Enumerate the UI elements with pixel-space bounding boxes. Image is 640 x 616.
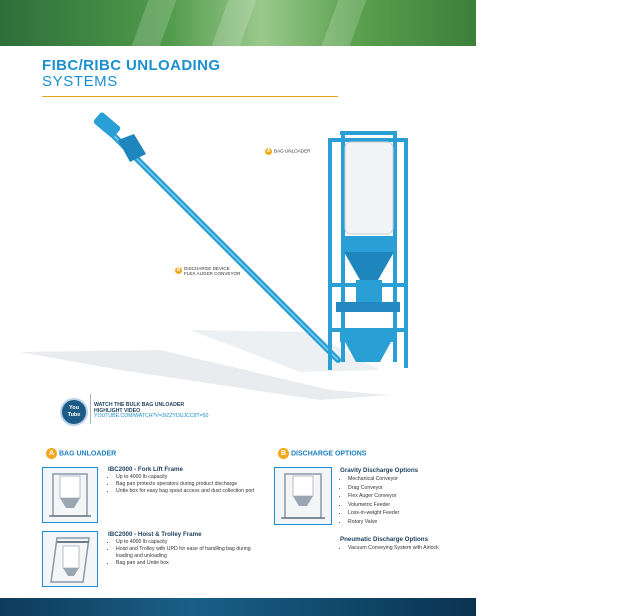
base-box [340, 330, 396, 342]
callout-badge-b: B [176, 267, 181, 273]
product-2-bullet: • Bag pan and Untie box [116, 560, 258, 567]
product-fork-lift-frame [108, 466, 258, 495]
pneumatic-option: • Vacuum Conveying System with Airlock [348, 544, 470, 553]
video-title-line2: HIGHLIGHT VIDEO [94, 407, 141, 414]
auger-motor [93, 111, 122, 138]
pneumatic-title: Pneumatic Discharge Options [340, 536, 429, 543]
gravity-title: Gravity Discharge Options [340, 467, 419, 474]
product-1-name: IBC2000 - Fork Lift Frame [108, 466, 183, 473]
section-a-title: BAG UNLOADER [59, 450, 117, 458]
gravity-option: • Rotary Valve [348, 518, 470, 527]
hopper-cone [344, 252, 394, 280]
section-b-heading [278, 448, 366, 459]
product-1-bullet: • Untie box for easy bag spout access and dust collection port [116, 488, 258, 495]
fork-lift-frame-image [42, 467, 98, 523]
callout-a-label: BAG UNLOADER [274, 148, 311, 154]
section-a-badge: A [46, 448, 57, 459]
gravity-option: • Mechanical Conveyor [348, 475, 470, 484]
gravity-option: • Volumetric Feeder [348, 501, 470, 510]
callout-bag-unloader [265, 148, 311, 155]
bottom-banner [0, 598, 476, 616]
discharge-option-image [274, 467, 332, 525]
discharge-box [356, 280, 382, 302]
product-2-bullet: • Hoist and Trolley with UPD for ease of handling bag during loading and unloading [116, 546, 258, 560]
bulk-bag [345, 142, 393, 234]
pneumatic-discharge-options [340, 535, 470, 553]
title-underline [42, 96, 338, 97]
gravity-option: • Drag Conveyor [348, 484, 470, 493]
gravity-discharge-options [340, 466, 470, 526]
product-2-name: IBC2000 - Hoist & Trolley Frame [108, 531, 202, 538]
mid-platform [336, 302, 400, 312]
hoist-trolley-frame-image [42, 531, 98, 587]
section-b-title: DISCHARGE OPTIONS [291, 450, 367, 458]
gravity-option: • Loss-in-weight Feeder [348, 509, 470, 518]
video-url-link[interactable]: YOUTUBE.COM/WATCH?V=3IZZYDUJCC8T=50 [94, 413, 209, 420]
video-divider [90, 394, 91, 424]
page-title [42, 58, 220, 90]
bag-unloader-illustration [0, 100, 476, 400]
product-1-bullet: • Bag pan protects operators during product discharge [116, 481, 258, 488]
product-2-bullet: • Up to 4000 lb capacity [116, 539, 258, 546]
callout-discharge-device [175, 266, 240, 276]
hopper-top [344, 236, 394, 252]
product-hoist-trolley-frame [108, 531, 258, 567]
section-b-badge: B [278, 448, 289, 459]
callout-b-line2: FLEX AUGER CONVEYOR [184, 271, 241, 276]
video-title-line1: WATCH THE BULK BAG UNLOADER [94, 402, 185, 408]
title-line-1: FIBC/RIBC UNLOADING [42, 57, 221, 74]
callout-badge-a: A [266, 148, 271, 154]
gravity-option: • Flex Auger Conveyor [348, 492, 470, 501]
title-line-2: SYSTEMS [42, 73, 118, 90]
callout-b-line1: DISCHARGE DEVICE [184, 266, 230, 271]
video-text [94, 403, 254, 420]
top-banner-photo [0, 0, 476, 46]
youtube-icon[interactable]: You Tube [60, 398, 88, 426]
product-1-bullet: • Up to 4000 lb capacity [116, 474, 258, 481]
section-a-heading [46, 448, 116, 459]
